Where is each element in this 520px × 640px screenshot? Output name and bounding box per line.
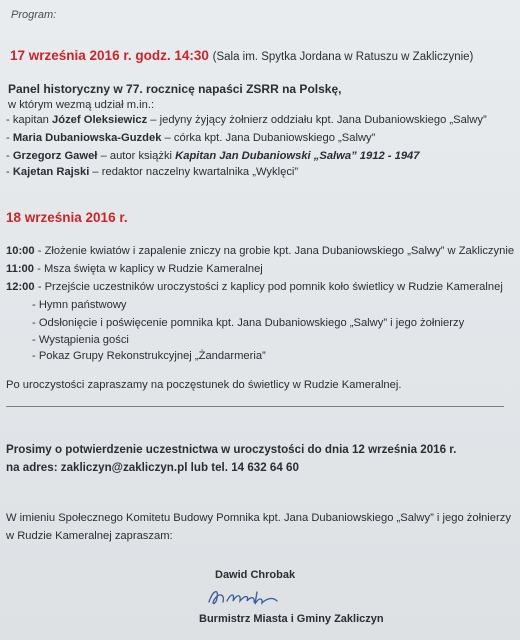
event1-venue: (Sala im. Spytka Jordana w Ratuszu w Zakliczynie)	[212, 51, 474, 63]
sub-item: - Pokaz Grupy Rekonstrukcyjnej „Żandarmeria”	[32, 350, 266, 362]
closing-note: Po uroczystości zapraszamy na poczęstunek do świetlicy w Rudzie Kameralnej.	[6, 379, 402, 391]
participant-name: Józef Oleksiewicz	[52, 114, 148, 126]
participant-1: - kapitan Józef Oleksiewicz – jedyny żyjący żołnierz oddziału kpt. Jana Dubaniowskiego „Salwy”	[6, 114, 487, 126]
rsvp-line-2: na adres: zakliczyn@zakliczyn.pl lub tel. 14 632 64 60	[6, 461, 299, 474]
panel-title: Panel historyczny w 77. rocznicę napaści ZSRR na Polskę,	[8, 82, 342, 96]
panel-intro: w którym wezmą udział m.in.:	[8, 99, 155, 111]
participant-3: - Grzegorz Gaweł – autor książki Kapitan Jan Dubaniowski „Salwa” 1912 - 1947	[6, 150, 420, 162]
schedule-item: 10:00 - Złożenie kwiatów i zapalenie zniczy na grobie kpt. Jana Dubaniowskiego „Salwy” w Zakliczynie	[6, 245, 515, 257]
invitation-line-1: W imieniu Społecznego Komitetu Budowy Pomnika kpt. Jana Dubaniowskiego „Salwy” i jego żołnierzy	[6, 512, 511, 524]
schedule-time: 10:00	[6, 245, 35, 257]
participant-name: Kajetan Rajski	[12, 166, 90, 178]
signatory-title: Burmistrz Miasta i Gminy Zakliczyn	[199, 613, 384, 625]
sub-item: - Hymn państwowy	[32, 299, 127, 311]
schedule-time: 12:00	[6, 281, 35, 293]
program-label: Program:	[11, 9, 57, 21]
participant-name: Maria Dubaniowska-Guzdek	[12, 132, 162, 144]
schedule-time: 11:00	[6, 263, 34, 275]
participant-name: Grzegorz Gaweł	[12, 150, 98, 162]
divider	[6, 406, 504, 407]
rsvp-line-1: Prosimy o potwierdzenie uczestnictwa w uroczystości do dnia 12 września 2016 r.	[6, 443, 457, 456]
event1-date: 17 września 2016 r. godz. 14:30	[10, 48, 209, 63]
signatory-name: Dawid Chrobak	[215, 569, 296, 581]
participant-2: - Maria Dubaniowska-Guzdek – córka kpt. Jana Dubaniowskiego „Salwy”	[6, 132, 376, 144]
schedule-item: 11:00 - Msza święta w kaplicy w Rudzie Kameralnej	[6, 263, 263, 275]
event2-date: 18 września 2016 r.	[6, 210, 128, 225]
participant-4: - Kajetan Rajski – redaktor naczelny kwartalnika „Wyklęci”	[6, 166, 299, 178]
invitation-line-2: w Rudzie Kameralnej zapraszam:	[6, 530, 173, 542]
book-title: Kapitan Jan Dubaniowski „Salwa” 1912 - 1947	[175, 150, 420, 162]
sub-item: - Wystąpienia gości	[32, 334, 129, 346]
sub-item: - Odsłonięcie i poświęcenie pomnika kpt. Jana Dubaniowskiego „Salwy” i jego żołnierzy	[32, 317, 465, 329]
handwritten-signature	[205, 584, 285, 610]
event1-heading	[10, 48, 473, 63]
schedule-item: 12:00 - Przejście uczestników uroczystości z kaplicy pod pomnik koło świetlicy w Rudzie Kameralnej	[6, 281, 503, 293]
